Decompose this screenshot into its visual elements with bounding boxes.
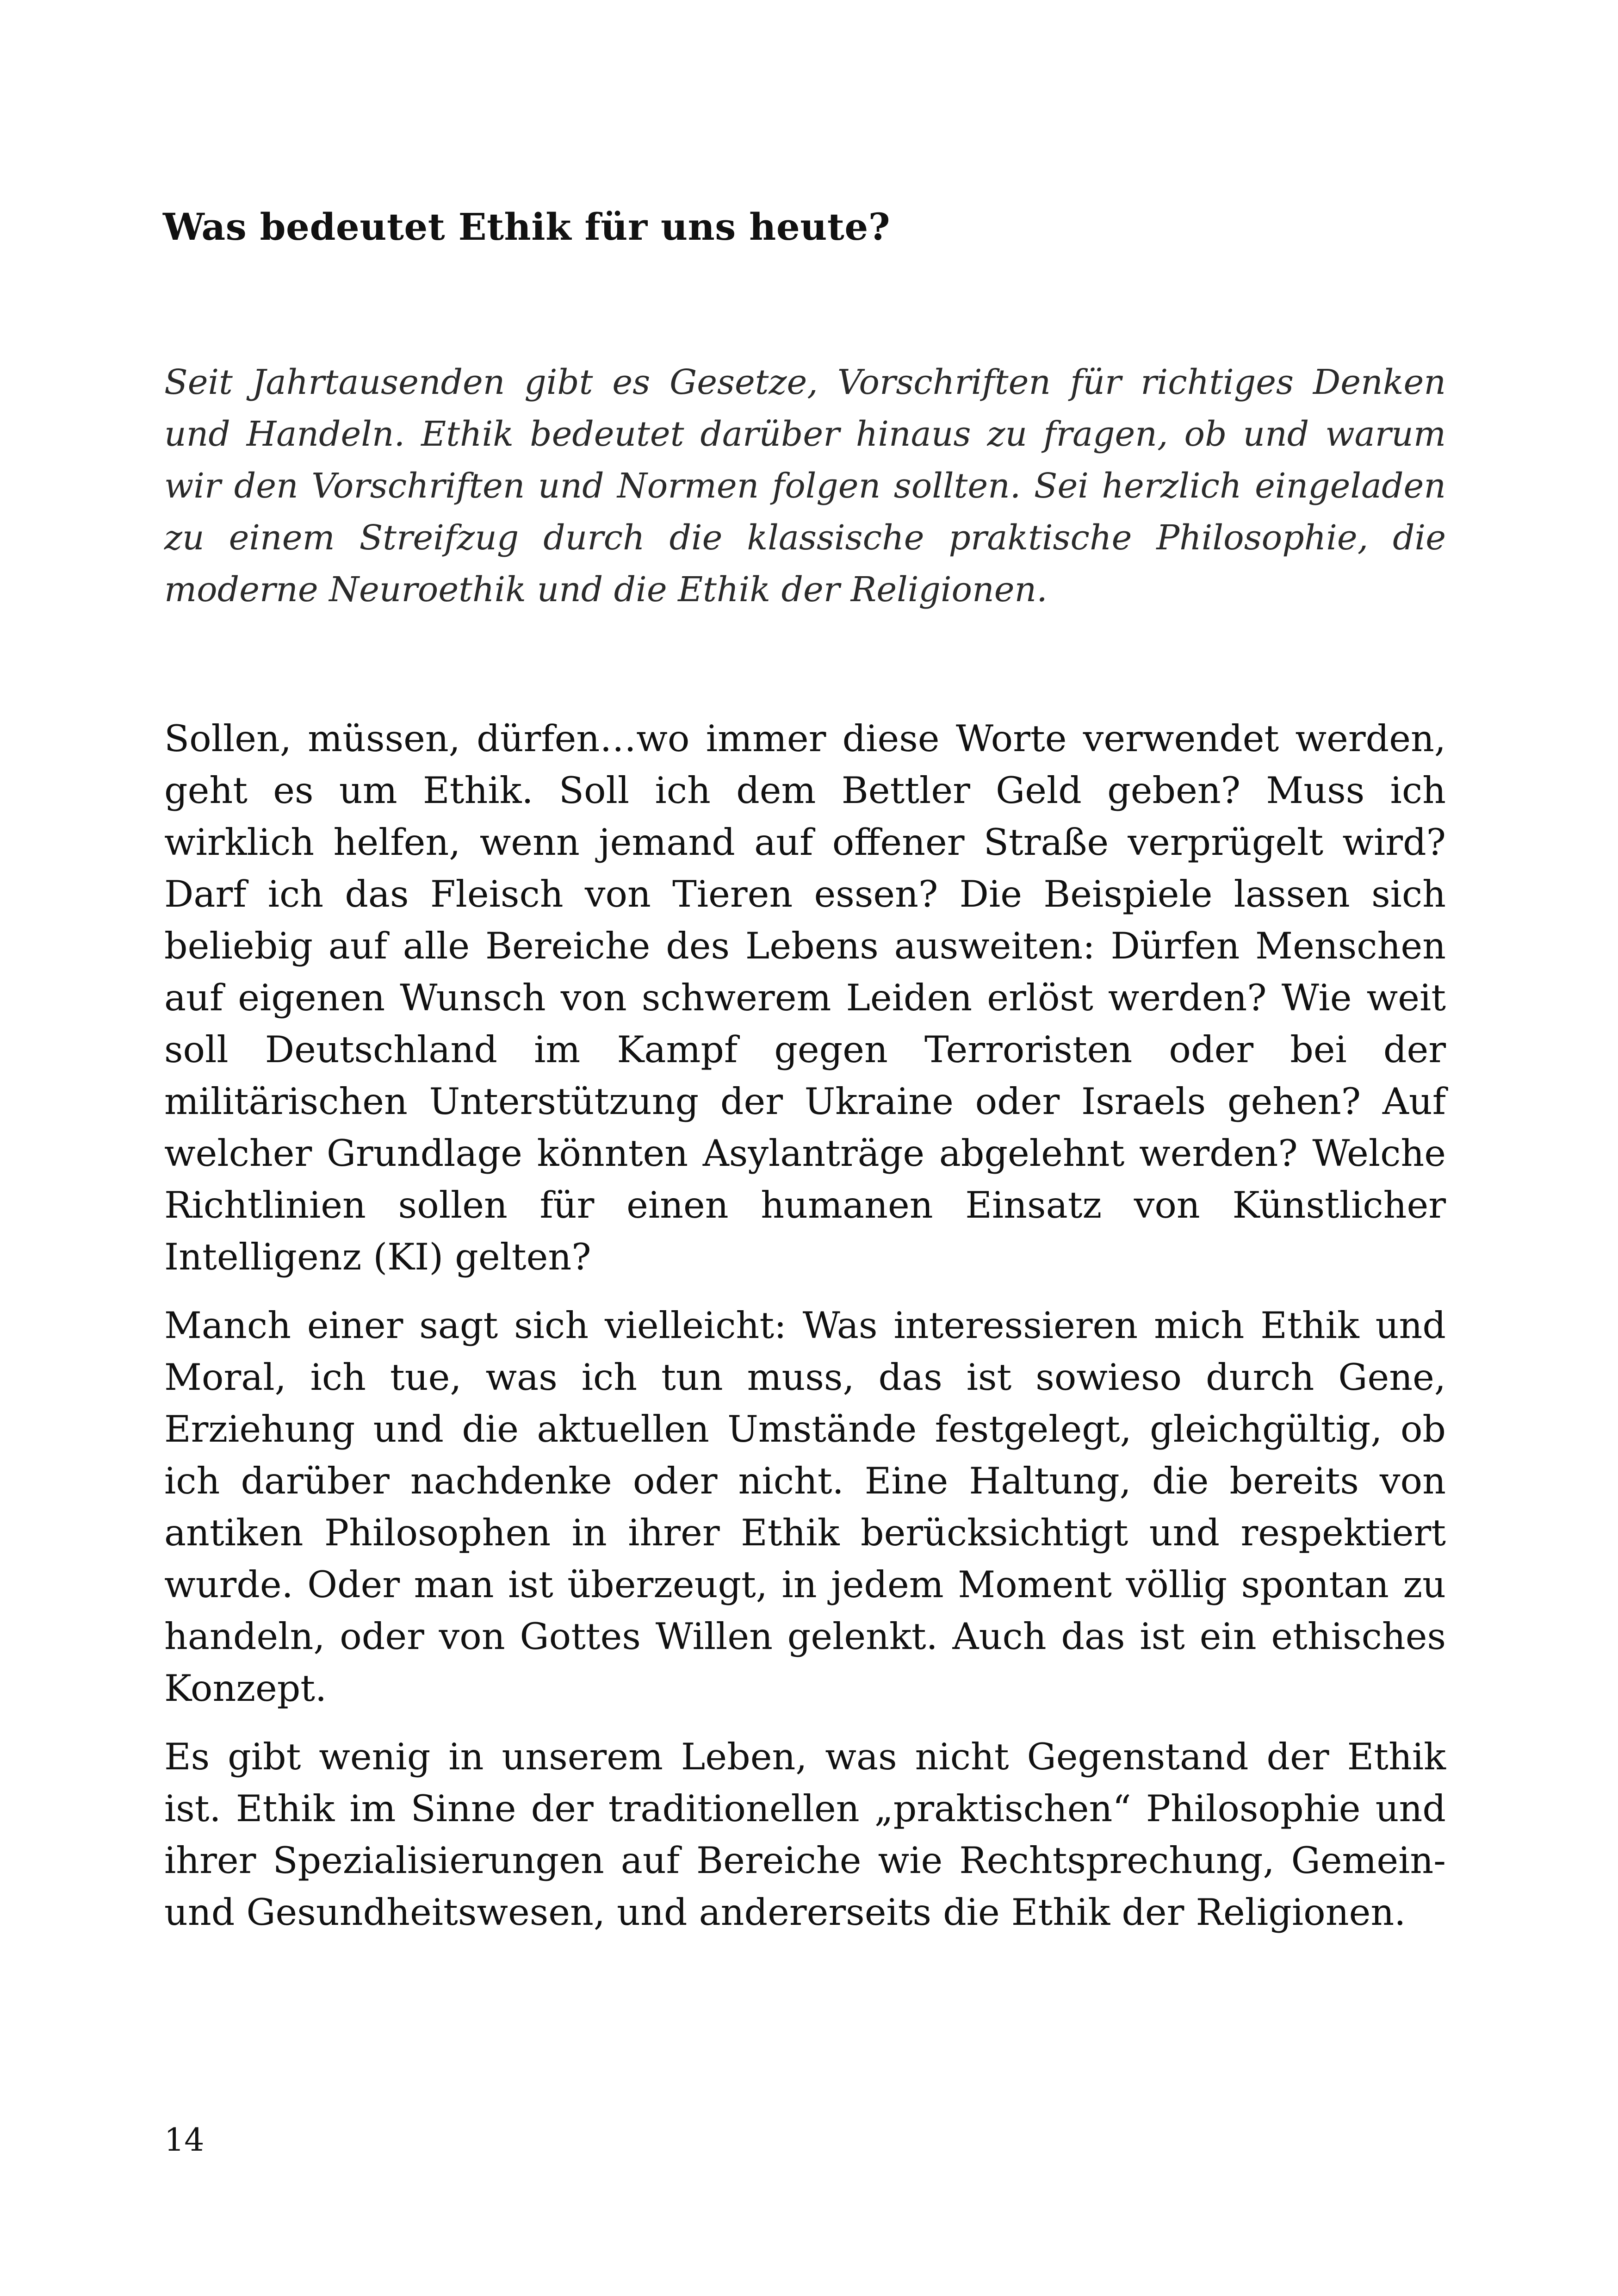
- body-paragraph: Sollen, müssen, dürfen…wo immer diese Worte verwendet werden, geht es um Ethik. Soll ich dem Bettler Geld geben? Muss ich wirklich helfen, wenn jemand auf offener Straße verprügelt wird? Darf ich das Fleisch von Tieren essen? Die Beispiele lassen sich beliebig auf alle Bereiche des Lebens ausweiten: Dürfen Menschen auf eigenen Wunsch von schwerem Leiden erlöst werden? Wie weit soll Deutschland im Kampf gegen Terroristen oder bei der militärischen Unterstützung der Ukraine oder Israels gehen? Auf welcher Grundlage könnten Asylanträge abgelehnt werden? Welche Richtlinien sollen für einen humanen Einsatz von Künstlicher Intelligenz (KI) gelten?: [164, 717, 1446, 1278]
- chapter-heading: Was bedeutet Ethik für uns heute?: [163, 205, 891, 249]
- body-paragraph: Es gibt wenig in unserem Leben, was nicht Gegenstand der Ethik ist. Ethik im Sinne der traditionellen „praktischen“ Philosophie und ihrer Spezialisierungen auf Bereiche wie Rechtsprechung, Gemein- und Gesundheitswesen, und andererseits die Ethik der Religionen.: [164, 1736, 1446, 1934]
- body-paragraph: Manch einer sagt sich vielleicht: Was interessieren mich Ethik und Moral, ich tue, was ich tun muss, das ist sowieso durch Gene, Erziehung und die aktuellen Umstände festgelegt, gleichgültig, ob ich darüber nachdenke oder nicht. Eine Haltung, die bereits von antiken Philosophen in ihrer Ethik berücksichtigt und respektiert wurde. Oder man ist überzeugt, in jedem Moment völlig spontan zu handeln, oder von Gottes Willen gelenkt. Auch das ist ein ethisches Konzept.: [164, 1304, 1446, 1710]
- page-number: 14: [164, 2122, 205, 2159]
- body-text: [164, 713, 1446, 1955]
- intro-paragraph: Seit Jahrtausenden gibt es Gesetze, Vorschriften für richtiges Denken und Handeln. Ethik bedeutet darüber hinaus zu fragen, ob und warum wir den Vorschriften und Normen folgen sollten. Sei herzlich eingeladen zu einem Streifzug durch die klassische praktische Philosophie, die moderne Neuroethik und die Ethik der Religionen.: [164, 362, 1446, 610]
